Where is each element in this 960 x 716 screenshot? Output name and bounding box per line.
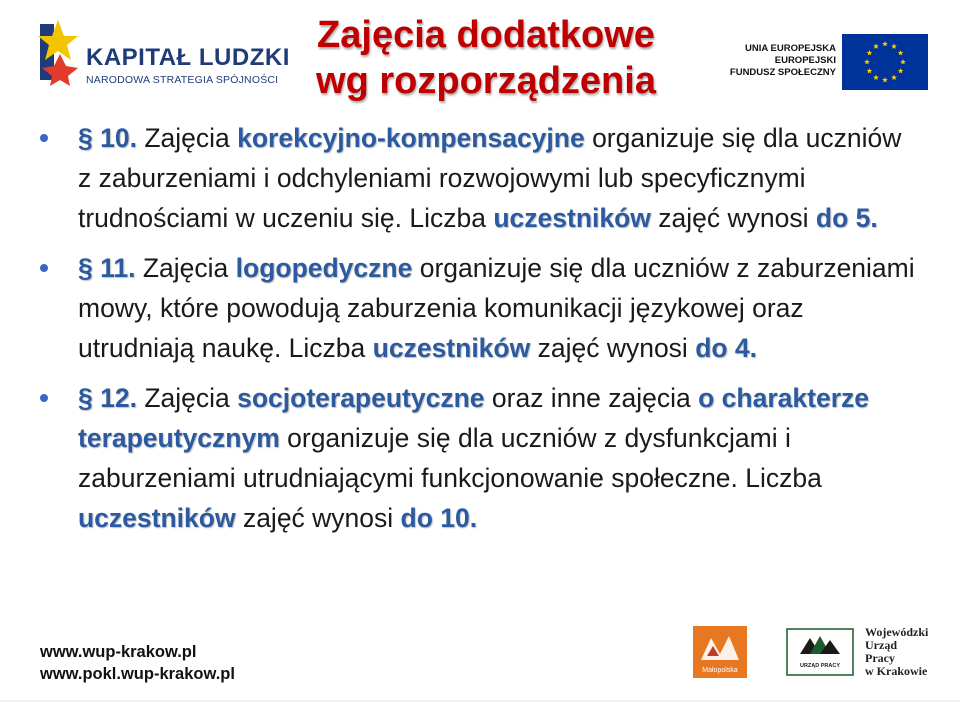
text: Zajęcia [136,123,238,153]
text: zajęć wynosi [650,203,816,233]
eu-line-1: UNIA EUROPEJSKA [745,43,836,54]
bottom-divider [0,700,960,702]
footer-urls [40,641,235,685]
bullet-icon [40,264,48,272]
highlight-limit: do 4. [695,333,758,363]
malopolska-label: Małopolska [702,667,738,674]
kapital-ludzki-subtitle: NARODOWA STRATEGIA SPÓJNOŚCI [86,74,279,86]
list-item-paragraph-12 [38,378,918,538]
highlight-limit: do 10. [400,503,478,533]
text: Zajęcia [136,383,238,413]
highlight-term-2: o charakterze terapeutycznym [78,383,869,453]
highlight-term: korekcyjno-kompensacyjne [237,123,585,153]
wup-line-4: w Krakowie [865,664,928,678]
wup-line-2: Urząd [865,638,897,652]
eu-flag-icon [842,34,928,90]
highlight-term: socjoterapeutyczne [237,383,485,413]
kapital-ludzki-star-icon [38,18,78,86]
text: oraz inne zajęcia [484,383,699,413]
highlight-term: logopedyczne [235,253,413,283]
url-wup-krakow[interactable]: www.wup-krakow.pl [40,643,197,661]
paragraph-number: § 12. [78,383,137,413]
wup-name [865,626,928,678]
url-pokl-wup-krakow[interactable]: www.pokl.wup-krakow.pl [40,665,235,683]
highlight-participants: uczestników [78,503,236,533]
wup-line-3: Pracy [865,651,895,665]
highlight-participants: uczestników [493,203,651,233]
slide-title [296,12,676,104]
kapital-ludzki-title: KAPITAŁ LUDZKI [86,44,290,71]
list-item-paragraph-11 [38,248,918,368]
slide-title-line-2: wg rozporządzenia [316,60,656,102]
wup-logo-icon [786,628,854,676]
highlight-participants: uczestników [372,333,531,363]
bullet-icon [40,134,48,142]
text: zajęć wynosi [235,503,401,533]
paragraph-number: § 10. [78,123,137,153]
wup-badge-label: URZĄD PRACY [799,663,841,669]
text: organizuje się dla uczniów z dysfunkcjami i zaburzeniami utrudniającymi funkcjonowanie społeczne. Liczba [78,423,822,493]
text: Zajęcia [135,253,236,283]
text: zajęć wynosi [530,333,696,363]
bullet-icon [40,394,48,402]
paragraph-number: § 11. [78,253,136,283]
wup-line-1: Wojewódzki [865,625,929,639]
eu-line-2: EUROPEJSKI [774,55,836,66]
highlight-limit: do 5. [815,203,878,233]
text: organizuje się dla uczniów z zaburzeniami mowy, które powodują zaburzenia komunikacji językowej oraz utrudniają naukę. Liczba [78,253,915,363]
content-list [38,118,918,548]
malopolska-logo-icon [693,626,747,678]
eu-fund-text [706,43,836,79]
slide-title-line-1: Zajęcia dodatkowe [317,14,655,56]
eu-line-3: FUNDUSZ SPOŁECZNY [729,67,836,78]
text: organizuje się dla uczniów z zaburzeniami i odchyleniami rozwojowymi lub specyficznymi trudnościami w uczeniu się. Liczba [78,123,902,233]
list-item-paragraph-10 [38,118,918,238]
kapital-ludzki-logo [38,14,288,94]
